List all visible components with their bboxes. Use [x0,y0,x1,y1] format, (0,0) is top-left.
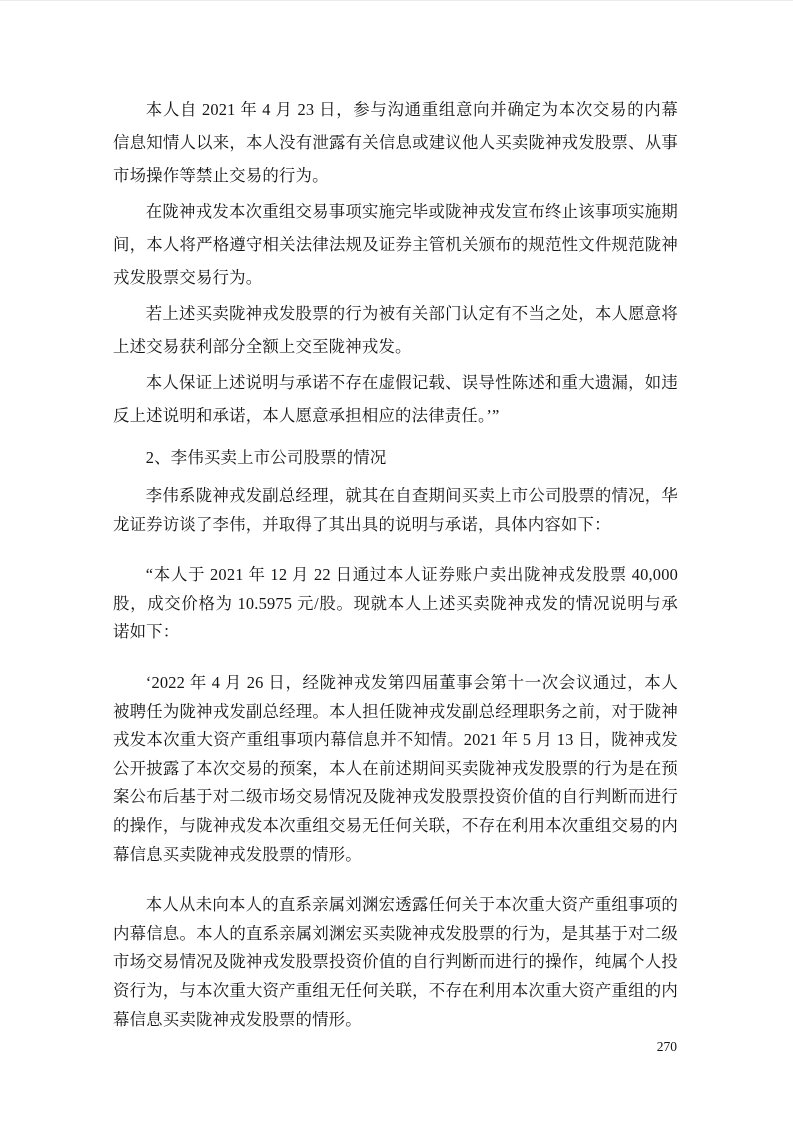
section-heading: 2、李伟买卖上市公司股票的情况 [145,448,387,467]
statement-paragraph-2: 在陇神戎发本次重组交易事项实施完毕或陇神戎发宣布终止该事项实施期间，本人将严格遵守相关法律法规及证券主管机关颁布的规范性文件规范陇神戎发股票交易行为。 [113,202,678,287]
statement-paragraph-6: “本人于 2021 年 12 月 22 日通过本人证券账户卖出陇神戎发股票 40,000 股，成交价格为 10.5975 元/股。现就本人上述买卖陇神戎发的情况说明与承诺如下： [113,565,678,642]
statement-paragraph-1: 本人自 2021 年 4 月 23 日，参与沟通重组意向并确定为本次交易的内幕信息知情人以来，本人没有泄露有关信息或建议他人买卖陇神戎发股票、从事市场操作等禁止交易的行为。 [113,100,678,185]
page-number: 270 [656,1039,677,1054]
statement-paragraph-7: ‘2022 年 4 月 26 日，经陇神戎发第四届董事会第十一次会议通过，本人被聘任为陇神戎发副总经理。本人担任陇神戎发副总经理职务之前，对于陇神戎发本次重大资产重组事项内幕信息并不知情。2021 年 5 月 13 日，陇神戎发公开披露了本次交易的预案，本人在前述期间买卖陇神戎发股票的行为是在预案公布后基于对二级市场交易情况及陇神戎发股票投资价值的自行判断而进行的操作，与陇神戎发本次重组交易无任何关联，不存在利用本次重组交易的内幕信息买卖陇神戎发股票的情形。 [113,672,678,864]
statement-paragraph-3: 若上述买卖陇神戎发股票的行为被有关部门认定有不当之处，本人愿意将上述交易获利部分全额上交至陇神戎发。 [113,304,678,356]
document-body [113,1,678,1034]
statement-paragraph-8: 本人从未向本人的直系亲属刘渊宏透露任何关于本次重大资产重组事项的内幕信息。本人的直系亲属刘渊宏买卖陇神戎发股票的行为，是其基于对二级市场交易情况及陇神戎发股票投资价值的自行判断而进行的操作，纯属个人投资行为，与本次重大资产重组无任何关联，不存在利用本次重大资产重组的内幕信息买卖陇神戎发股票的情形。 [113,895,678,1029]
statement-paragraph-4: 本人保证上述说明与承诺不存在虚假记载、误导性陈述和重大遗漏，如违反上述说明和承诺，本人愿意承担相应的法律责任。’” [113,373,678,425]
statement-paragraph-5: 李伟系陇神戎发副总经理，就其在自查期间买卖上市公司股票的情况，华龙证券访谈了李伟，并取得了其出具的说明与承诺，具体内容如下： [113,486,678,534]
